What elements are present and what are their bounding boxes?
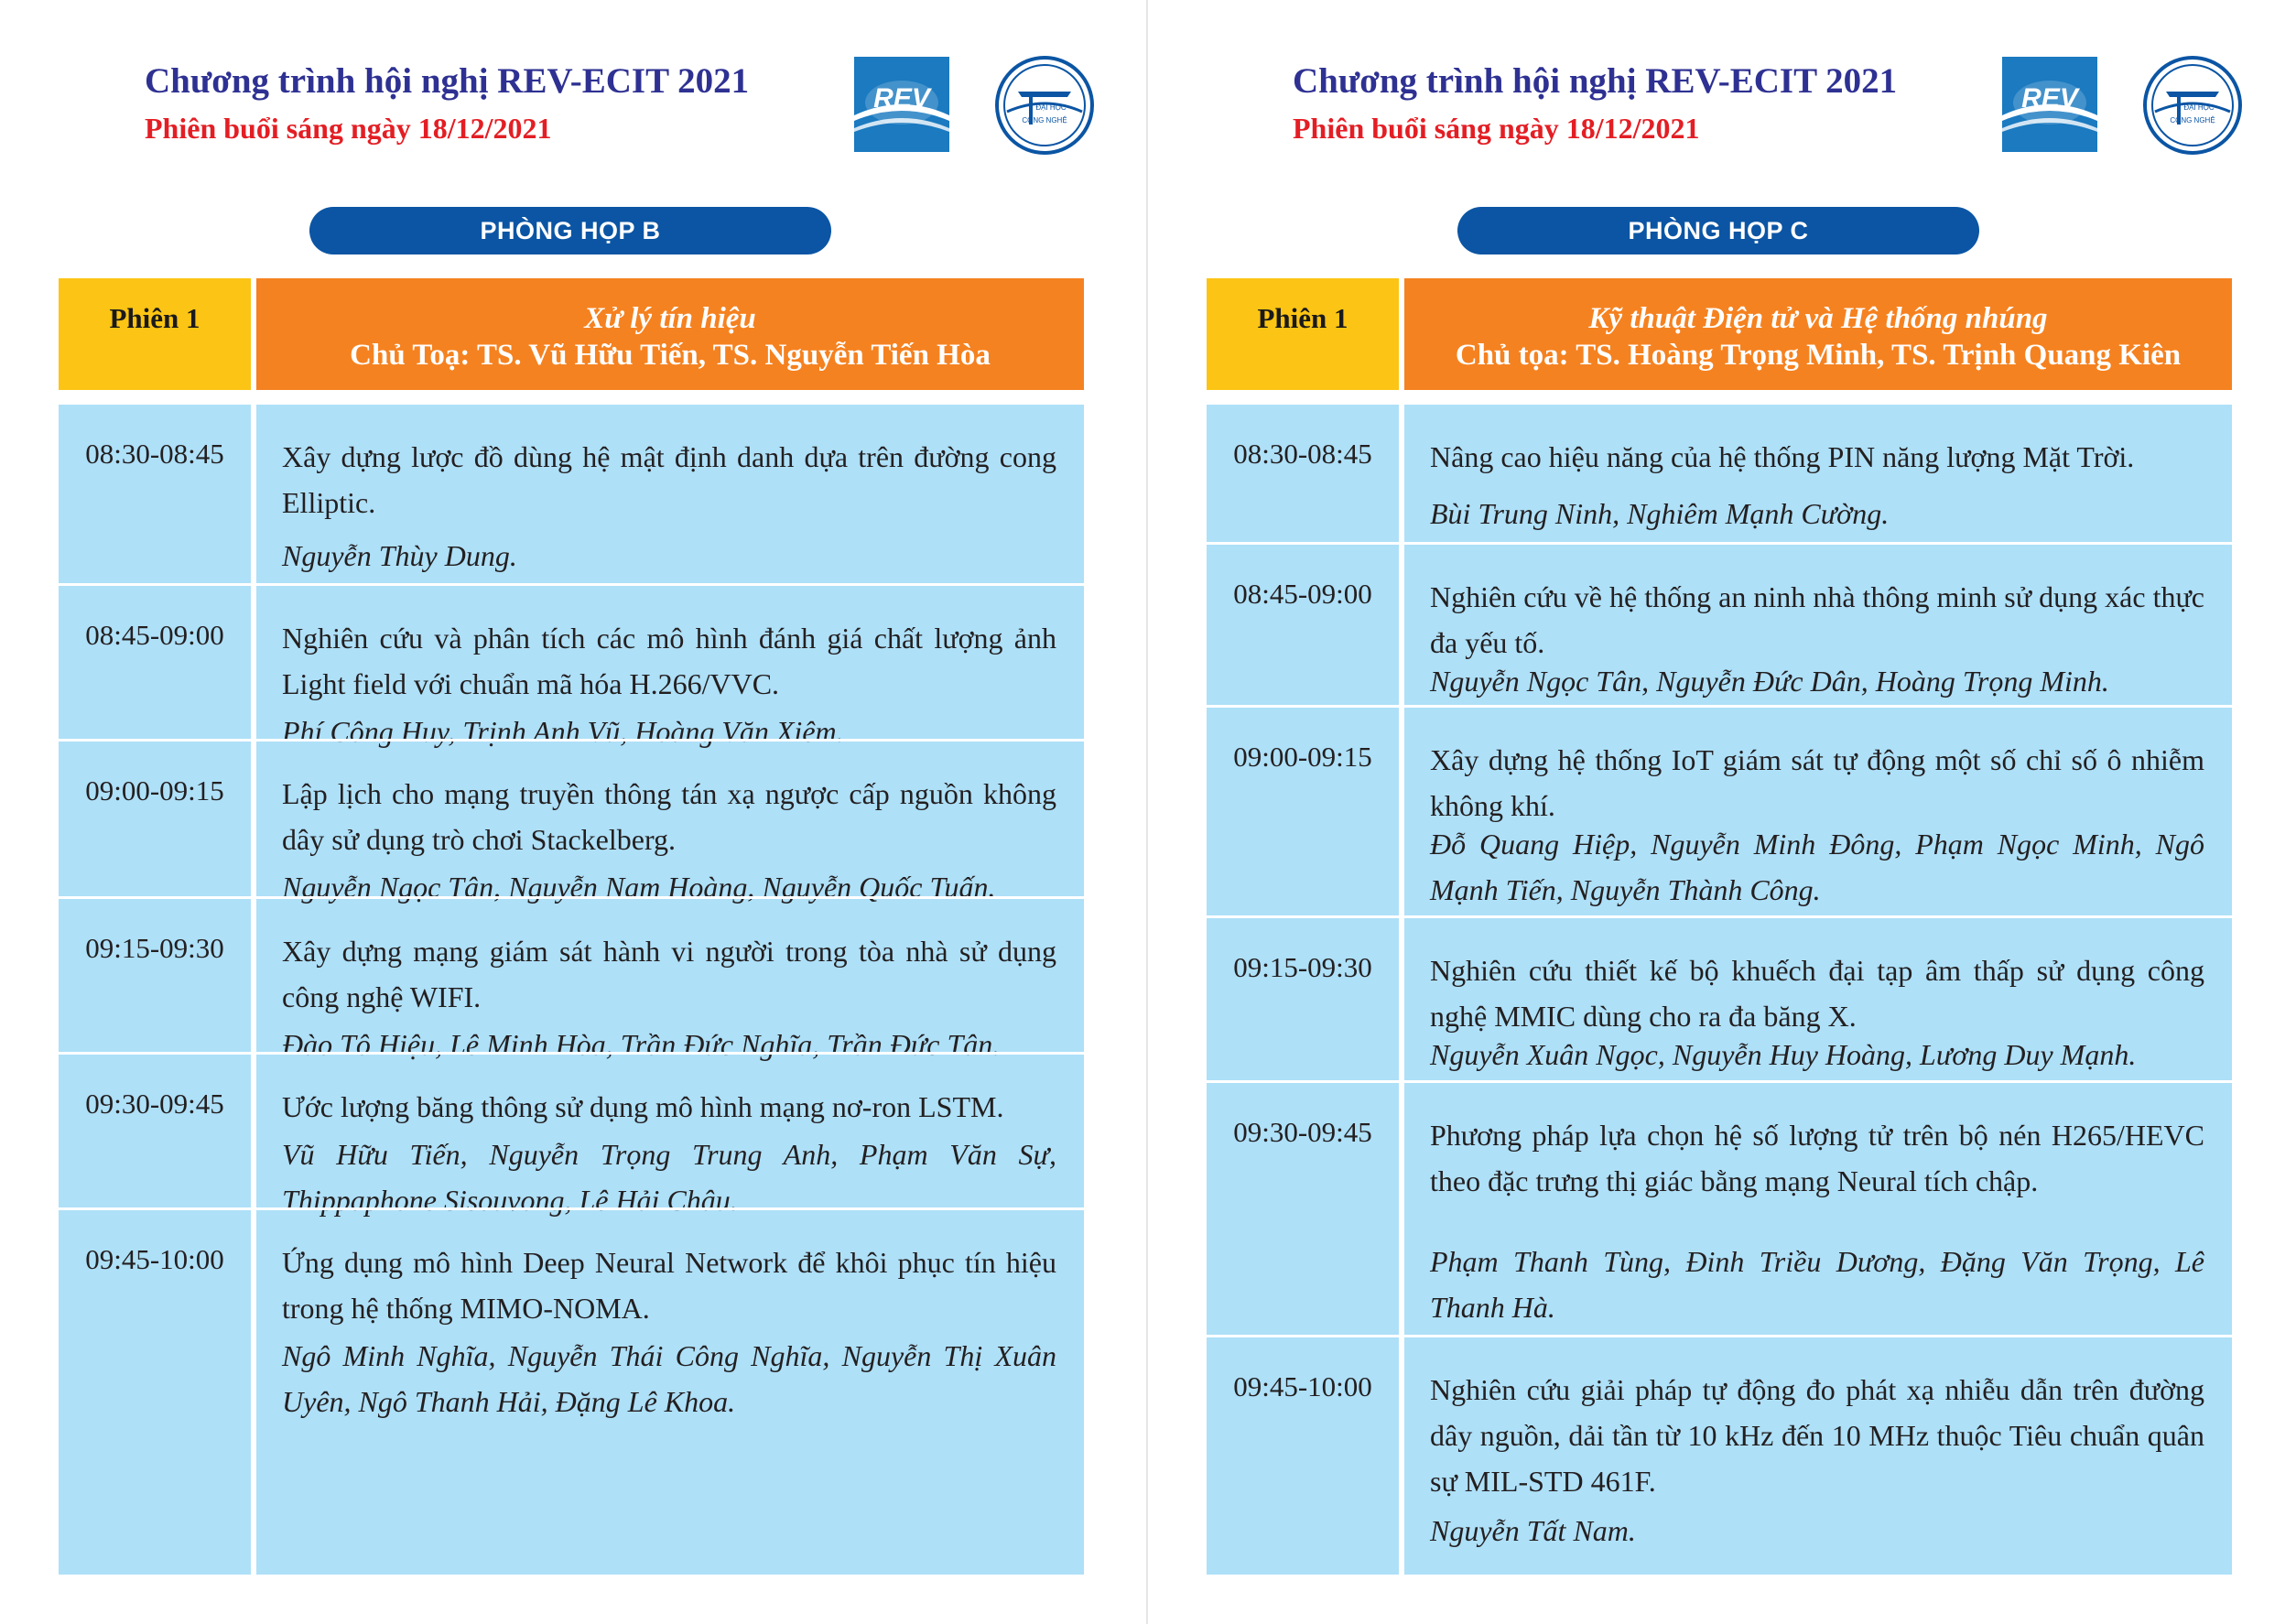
table-row	[59, 1207, 1084, 1575]
row-paper-title: Nghiên cứu thiết kế bộ khuếch đại tạp âm thấp sử dụng công nghệ MMIC dùng cho ra đa băng X.	[1430, 954, 2204, 1033]
rev-logo-text: REV	[2021, 83, 2078, 114]
row-authors: Vũ Hữu Tiến, Nguyễn Trọng Trung Anh, Phạm Văn Sự, Thippaphone Sisouvong, Lê Hải Châu.	[282, 1138, 1056, 1217]
table-row	[59, 583, 1084, 748]
row-paper-title: Nghiên cứu giải pháp tự động đo phát xạ nhiễu dẫn trên đường dây nguồn, dải tần từ 10 kHz đến 10 MHz thuộc Tiêu chuẩn quân sự MIL-STD 461F.	[1430, 1373, 2204, 1498]
row-paper-title: Nâng cao hiệu năng của hệ thống PIN năng lượng Mặt Trời.	[1430, 440, 2135, 473]
rev-logo-text: REV	[873, 83, 930, 114]
row-authors: Phạm Thanh Tùng, Đinh Triều Dương, Đặng Văn Trọng, Lê Thanh Hà.	[1430, 1245, 2204, 1324]
row-authors: Nguyễn Ngọc Tân, Nguyễn Đức Dân, Hoàng Trọng Minh.	[1430, 665, 2109, 698]
row-time: 09:45-10:00	[85, 1243, 224, 1275]
table-row	[1207, 405, 2232, 542]
conference-title: Chương trình hội nghị REV-ECIT 2021	[145, 61, 750, 101]
row-paper-title: Phương pháp lựa chọn hệ số lượng tử trên bộ nén H265/HEVC theo đặc trưng thị giác bằng mạng Neural tích chập.	[1430, 1119, 2204, 1197]
row-authors: Ngô Minh Nghĩa, Nguyễn Thái Công Nghĩa, Nguyễn Thị Xuân Uyên, Ngô Thanh Hải, Đặng Lê Khoa.	[282, 1339, 1056, 1418]
session-label-cell	[1207, 278, 1399, 390]
row-time: 09:30-09:45	[1233, 1116, 1372, 1148]
program-page-room-c	[1148, 0, 2294, 1624]
row-paper-title: Nghiên cứu và phân tích các mô hình đánh giá chất lượng ảnh Light field với chuẩn mã hóa H.266/VVC.	[282, 622, 1056, 700]
row-paper-title: Ước lượng băng thông sử dụng mô hình mạng nơ-ron LSTM.	[282, 1090, 1004, 1123]
table-row	[59, 1052, 1084, 1217]
row-authors: Đỗ Quang Hiệp, Nguyễn Minh Đông, Phạm Ngọc Minh, Ngô Mạnh Tiến, Nguyễn Thành Công.	[1430, 828, 2204, 906]
room-label: PHÒNG HỌP C	[1457, 207, 1979, 254]
table-row	[59, 405, 1084, 583]
session-date-subtitle: Phiên buổi sáng ngày 18/12/2021	[145, 112, 552, 145]
session-label: Phiên 1	[109, 302, 200, 334]
session-date-subtitle: Phiên buổi sáng ngày 18/12/2021	[1293, 112, 1700, 145]
table-row	[1207, 915, 2232, 1080]
uni-logo-line1: ĐẠI HỌC	[2183, 103, 2215, 112]
program-page-room-b	[0, 0, 1146, 1624]
row-time: 08:45-09:00	[1233, 578, 1372, 610]
row-time: 09:00-09:15	[1233, 741, 1372, 773]
row-authors: Nguyễn Xuân Ngọc, Nguyễn Huy Hoàng, Lương Duy Mạnh.	[1430, 1038, 2137, 1071]
rev-logo	[2002, 57, 2097, 152]
row-authors: Nguyễn Tất Nam.	[1430, 1514, 1636, 1547]
row-time: 09:45-10:00	[1233, 1370, 1372, 1402]
row-paper-title: Xây dựng hệ thống IoT giám sát tự động một số chỉ số ô nhiễm không khí.	[1430, 743, 2204, 822]
university-logo	[2142, 55, 2243, 156]
session-label: Phiên 1	[1257, 302, 1348, 334]
table-row	[59, 739, 1084, 904]
row-authors: Phí Công Huy, Trịnh Anh Vũ, Hoàng Văn Xiêm.	[282, 715, 844, 748]
row-paper-title: Ứng dụng mô hình Deep Neural Network để khôi phục tín hiệu trong hệ thống MIMO-NOMA.	[282, 1246, 1056, 1325]
rev-logo	[854, 57, 949, 152]
session-label-cell	[59, 278, 251, 390]
room-label: PHÒNG HỌP B	[309, 207, 831, 254]
row-authors: Nguyễn Thùy Dung.	[282, 539, 517, 572]
uni-logo-line2: CÔNG NGHỆ	[2170, 116, 2215, 125]
table-row	[1207, 1335, 2232, 1575]
topic-header-cell	[256, 278, 1084, 390]
uni-logo-line2: CÔNG NGHỆ	[1022, 116, 1067, 125]
row-time: 09:15-09:30	[85, 932, 224, 964]
row-time: 08:45-09:00	[85, 619, 224, 651]
row-paper-title: Xây dựng lược đồ dùng hệ mật định danh dựa trên đường cong Elliptic.	[282, 440, 1056, 519]
row-time: 09:00-09:15	[85, 774, 224, 807]
university-logo	[994, 55, 1095, 156]
row-authors: Nguyễn Ngọc Tân, Nguyễn Nam Hoàng, Nguyễn Quốc Tuấn.	[282, 871, 996, 904]
conference-title: Chương trình hội nghị REV-ECIT 2021	[1293, 61, 1898, 101]
row-paper-title: Xây dựng mạng giám sát hành vi người trong tòa nhà sử dụng công nghệ WIFI.	[282, 935, 1056, 1013]
session-topic: Kỹ thuật Điện tử và Hệ thống nhúng	[1588, 302, 2048, 335]
row-authors: Đào Tô Hiệu, Lê Minh Hòa, Trần Đức Nghĩa, Trần Đức Tân.	[282, 1028, 1001, 1061]
table-row	[1207, 1080, 2232, 1335]
table-row	[59, 896, 1084, 1061]
session-topic: Xử lý tín hiệu	[584, 302, 756, 335]
session-chairs: Chủ tọa: TS. Hoàng Trọng Minh, TS. Trịnh Quang Kiên	[1455, 339, 2182, 372]
row-paper-title: Nghiên cứu về hệ thống an ninh nhà thông minh sử dụng xác thực đa yếu tố.	[1430, 580, 2204, 659]
table-row	[1207, 705, 2232, 915]
row-time: 09:30-09:45	[85, 1088, 224, 1120]
row-time: 08:30-08:45	[85, 438, 224, 470]
uni-logo-line1: ĐẠI HỌC	[1035, 103, 1067, 112]
row-time: 09:15-09:30	[1233, 951, 1372, 983]
row-time: 08:30-08:45	[1233, 438, 1372, 470]
session-chairs: Chủ Toạ: TS. Vũ Hữu Tiến, TS. Nguyễn Tiến Hòa	[350, 339, 991, 372]
row-paper-title: Lập lịch cho mạng truyền thông tán xạ ngược cấp nguồn không dây sử dụng trò chơi Stackelberg.	[282, 777, 1056, 856]
table-row	[1207, 542, 2232, 705]
topic-header-cell	[1404, 278, 2232, 390]
row-authors: Bùi Trung Ninh, Nghiêm Mạnh Cường.	[1430, 497, 1890, 530]
